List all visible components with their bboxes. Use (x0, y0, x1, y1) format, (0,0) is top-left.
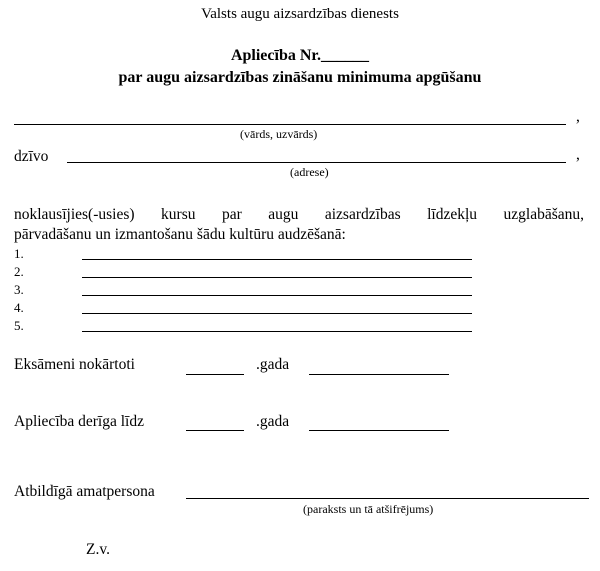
list-number-5: 5. (14, 318, 24, 333)
list-number-2: 2. (14, 264, 24, 279)
name-line[interactable] (14, 124, 566, 125)
list-line-2[interactable] (82, 277, 472, 278)
lives-label: dzīvo (14, 148, 49, 165)
list-line-1[interactable] (82, 259, 472, 260)
list-number-1: 1. (14, 246, 24, 261)
official-label: Atbildīgā amatpersona (14, 483, 155, 500)
address-line[interactable] (67, 162, 566, 163)
exam-extra-line[interactable] (309, 374, 449, 375)
exam-date-line[interactable] (186, 374, 244, 375)
seal-mark: Z.v. (86, 541, 110, 558)
address-comma: , (576, 146, 580, 163)
official-caption: (paraksts un tā atšifrējums) (303, 502, 434, 516)
list-line-4[interactable] (82, 313, 472, 314)
validity-extra-line[interactable] (309, 430, 449, 431)
exam-year-suffix: .gada (256, 356, 290, 373)
list-line-5[interactable] (82, 331, 472, 332)
exam-label: Eksāmeni nokārtoti (14, 356, 135, 373)
validity-date-line[interactable] (186, 430, 244, 431)
validity-year-suffix: .gada (256, 413, 290, 430)
certificate-subtitle: par augu aizsardzības zināšanu minimuma apgūšanu (118, 69, 482, 86)
name-caption: (vārds, uzvārds) (240, 127, 318, 141)
course-paragraph-line1: noklausījies(-usies) kursu par augu aizsardzības līdzekļu uzglabāšanu, (14, 206, 584, 223)
address-caption: (adrese) (290, 165, 329, 179)
name-comma: , (576, 108, 580, 125)
list-number-4: 4. (14, 300, 24, 315)
validity-label: Apliecība derīga līdz (14, 413, 144, 430)
list-line-3[interactable] (82, 295, 472, 296)
certificate-title: Apliecība Nr.______ (230, 47, 370, 64)
agency-name: Valsts augu aizsardzības dienests (201, 6, 399, 22)
list-number-3: 3. (14, 282, 24, 297)
official-signature-line[interactable] (186, 498, 589, 499)
course-paragraph-line2: pārvadāšanu un izmantošanu šādu kultūru audzēšanā: (14, 226, 346, 243)
